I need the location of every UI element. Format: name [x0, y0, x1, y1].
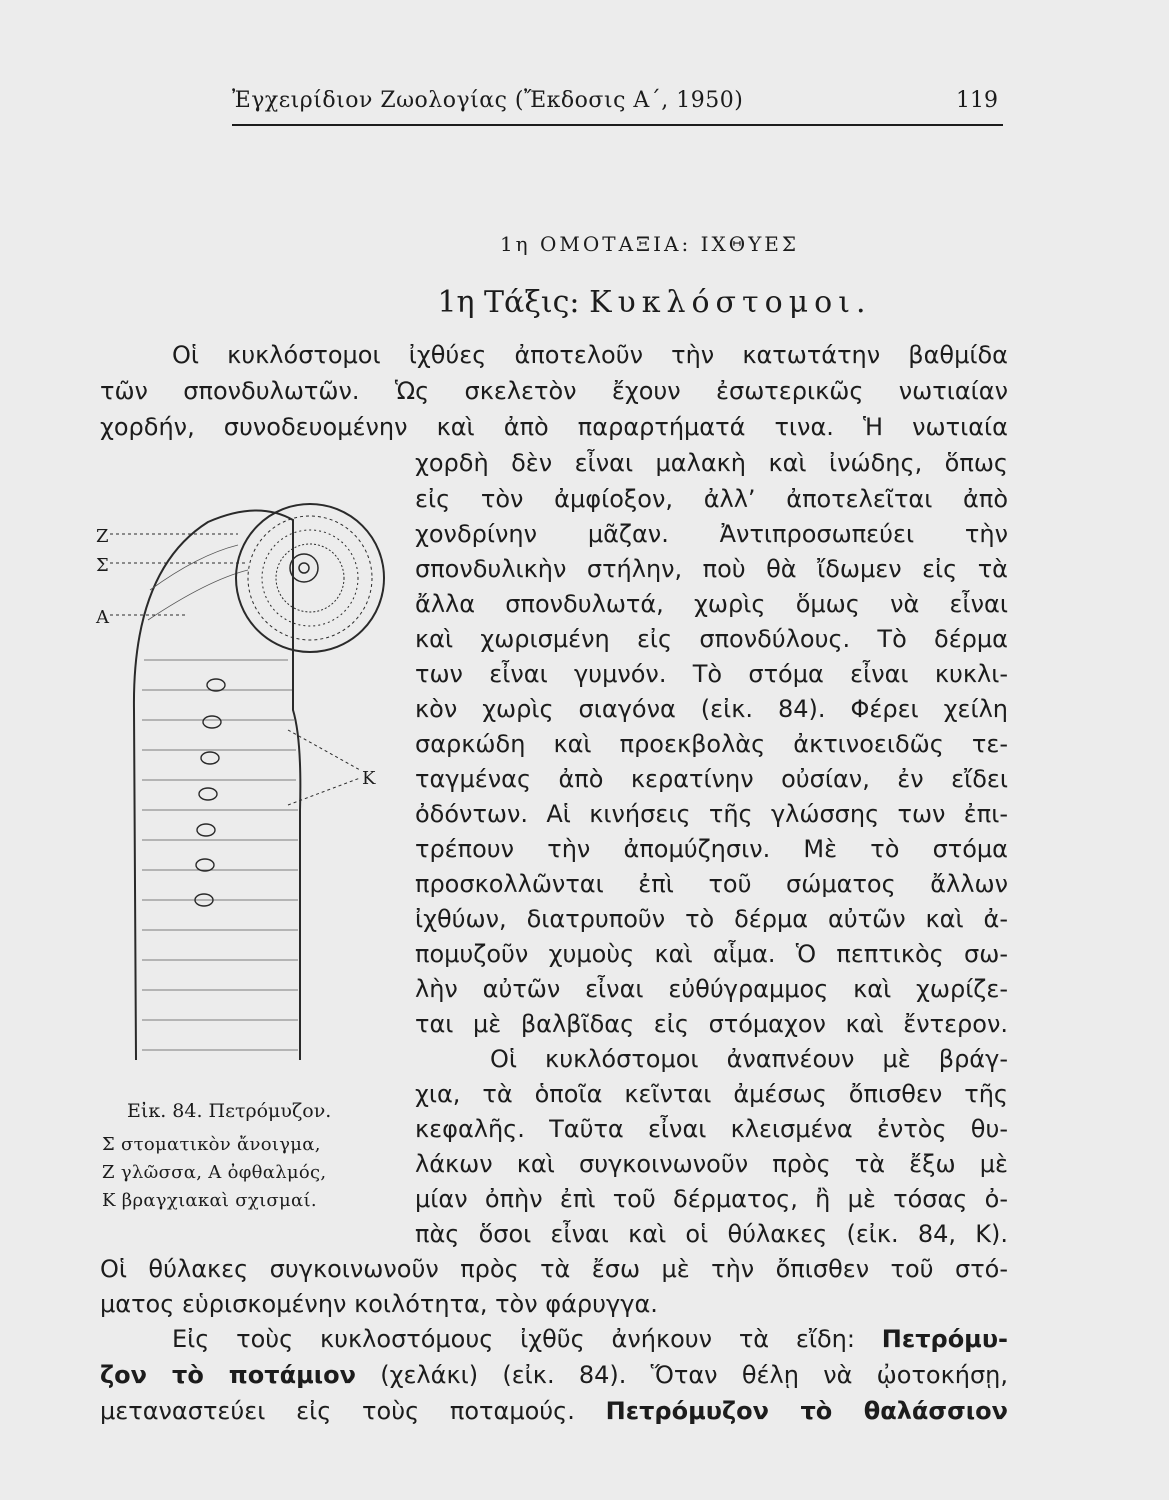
class-title: 1η ΟΜΟΤΑΞΙΑ: ΙΧΘΥΕΣ	[499, 232, 800, 256]
text-line	[172, 1322, 1008, 1356]
text-line: κὸν χωρὶς σιαγόνα (εἰκ. 84). Φέρει χείλη	[415, 695, 1008, 723]
mouth-opening	[290, 554, 318, 582]
label-a: Α	[96, 607, 109, 628]
text-line: μίαν ὀπὴν ἐπὶ τοῦ δέρματος, ἢ μὲ τόσας ὀ-	[415, 1185, 1008, 1213]
text-line: χια, τὰ ὁποῖα κεῖνται ἀμέσως ὄπισθεν τῆς	[415, 1080, 1008, 1108]
text-line: λὴν αὐτῶν εἶναι εὐθύγραμμος καὶ χωρίζε-	[415, 975, 1008, 1003]
order-title-prefix: 1η Τάξις:	[437, 285, 580, 320]
text-line: χονδρίνην μᾶζαν. Ἀντιπροσωπεύει τὴν	[415, 520, 1008, 548]
text-line: προσκολλῶνται ἐπὶ τοῦ σώματος ἄλλων	[415, 870, 1008, 898]
species-name: ζον τὸ ποτάμιον	[100, 1361, 356, 1389]
header-title: Ἐγχειρίδιον Ζωολογίας (Ἔκδοσις Α΄, 1950)	[232, 88, 744, 113]
text-line: των εἶναι γυμνόν. Τὸ στόμα εἶναι κυκλι-	[415, 660, 1008, 688]
text-line: χορδὴ δὲν εἶναι μαλακὴ καὶ ἰνώδης, ὅπως	[415, 449, 1008, 477]
text-line: σαρκώδη καὶ προεκβολὰς ἀκτινοειδῶς τε-	[415, 730, 1008, 758]
page-number: 119	[956, 88, 998, 113]
text-line: πὰς ὅσοι εἶναι καὶ οἱ θύλακες (εἰκ. 84, Κ).	[415, 1220, 1008, 1248]
label-z: Ζ	[96, 526, 109, 547]
lamprey-body	[134, 510, 300, 1060]
order-title	[0, 285, 1169, 320]
text-line: ἰχθύων, διατρυποῦν τὸ δέρμα αὐτῶν καὶ ἀ-	[415, 905, 1008, 933]
text-span: Εἰς τοὺς κυκλοστόμους ἰχθῦς ἀνήκουν τὰ εἴδη:	[172, 1325, 855, 1353]
oral-disc	[236, 504, 384, 652]
label-k: Κ	[362, 768, 376, 789]
order-title-name: Κυκλόστομοι.	[589, 285, 872, 320]
text-line: κεφαλῆς. Ταῦτα εἶναι κλεισμένα ἐντὸς θυ-	[415, 1115, 1008, 1143]
text-line: σπονδυλικὴν στήλην, ποὺ θὰ ἴδωμεν εἰς τὰ	[415, 555, 1008, 583]
figure-caption-line: Ζ γλῶσσα, Α ὀφθαλμός,	[102, 1162, 327, 1183]
text-line: τῶν σπονδυλωτῶν. Ὡς σκελετὸν ἔχουν ἐσωτερικῶς νωτιαίαν	[100, 377, 1008, 405]
text-line: ματος εὑρισκομένην κοιλότητα, τὸν φάρυγγα.	[100, 1290, 658, 1318]
text-line: πομυζοῦν χυμοὺς καὶ αἷμα. Ὁ πεπτικὸς σω-	[415, 940, 1008, 968]
header-rule	[232, 124, 1003, 126]
figure-caption-line: Σ στοματικὸν ἄνοιγμα,	[102, 1134, 321, 1155]
text-line: εἰς τὸν ἀμφίοξον, ἀλλ’ ἀποτελεῖται ἀπὸ	[415, 485, 1008, 513]
text-line	[100, 1358, 1008, 1392]
text-line: ὀδόντων. Αἱ κινήσεις τῆς γλώσσης των ἐπι-	[415, 800, 1008, 828]
species-name: Πετρόμυ-	[881, 1325, 1009, 1353]
figure-caption-title: Εἰκ. 84. Πετρόμυζον.	[127, 1100, 332, 1122]
text-line: ται μὲ βαλβῖδας εἰς στόμαχον καὶ ἔντερον.	[415, 1010, 1008, 1038]
text-line: χορδήν, συνοδευομένην καὶ ἀπὸ παραρτήματά τινα. Ἡ νωτιαία	[100, 413, 1008, 441]
text-line	[100, 1394, 1008, 1428]
text-line: Οἱ κυκλόστομοι ἀναπνέουν μὲ βράγ-	[490, 1045, 1008, 1073]
figure-caption-line: Κ βραγχιακαὶ σχισμαί.	[102, 1190, 317, 1211]
species-name: Πετρόμυζον τὸ θαλάσσιον	[605, 1397, 1008, 1425]
label-s: Σ	[96, 555, 109, 576]
text-line: ἄλλα σπονδυλωτά, χωρὶς ὅμως νὰ εἶναι	[415, 590, 1008, 618]
text-line: Οἱ θύλακες συγκοινωνοῦν πρὸς τὰ ἔσω μὲ τὴν ὄπισθεν τοῦ στό-	[100, 1255, 1008, 1283]
text-span: μεταναστεύει εἰς τοὺς ποταμούς.	[100, 1397, 575, 1425]
text-line: Οἱ κυκλόστομοι ἰχθύες ἀποτελοῦν τὴν κατωτάτην βαθμίδα	[172, 341, 1008, 369]
lamprey-illustration	[88, 460, 408, 1085]
text-line: τρέπουν τὴν ἀπομύζησιν. Μὲ τὸ στόμα	[415, 835, 1008, 863]
text-span: (χελάκι) (εἰκ. 84). Ὅταν θέλῃ νὰ ᾠοτοκήσῃ,	[380, 1361, 1009, 1389]
text-line: ταγμένας ἀπὸ κερατίνην οὐσίαν, ἐν εἴδει	[415, 765, 1008, 793]
text-line: λάκων καὶ συγκοινωνοῦν πρὸς τὰ ἔξω μὲ	[415, 1150, 1008, 1178]
text-line: καὶ χωρισμένη εἰς σπονδύλους. Τὸ δέρμα	[415, 625, 1008, 653]
gill-slits	[195, 679, 225, 906]
